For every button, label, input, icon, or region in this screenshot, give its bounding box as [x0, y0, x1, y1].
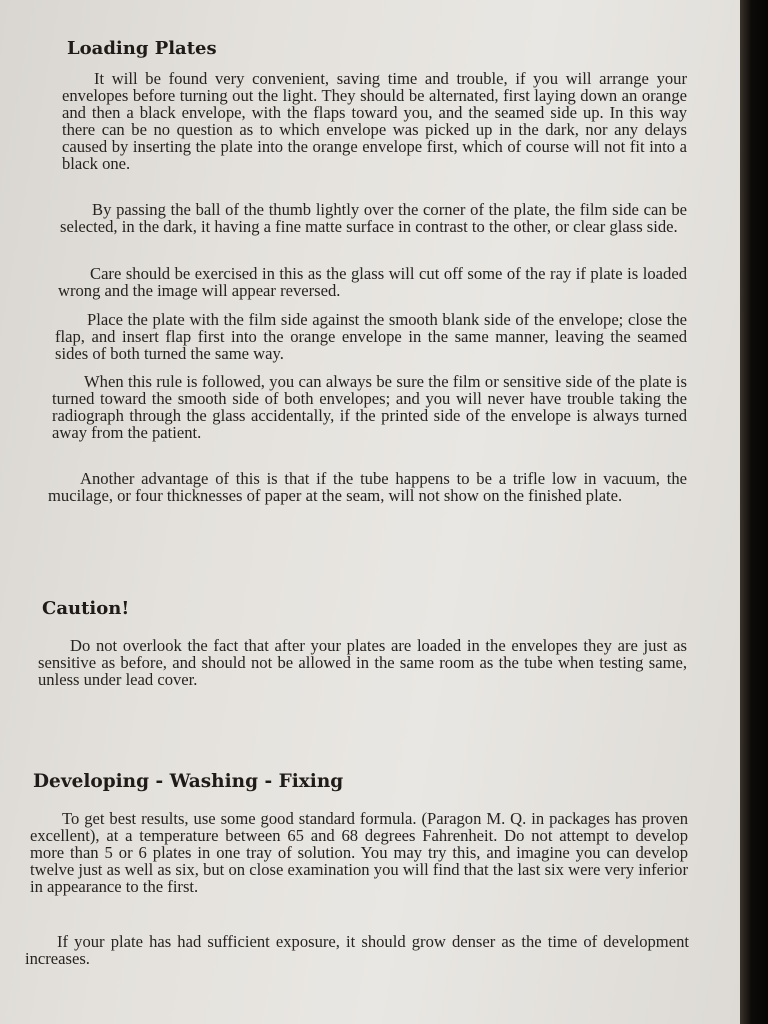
heading-developing-washing-fixing: Developing - Washing - Fixing: [33, 771, 344, 792]
heading-caution: Caution!: [42, 598, 130, 619]
book-binding-shadow: [740, 0, 768, 1024]
paragraph: Do not overlook the fact that after your plates are loaded in the envelopes they are just as sensitive as before, and should not be allowed in the same room as the tube when testing same, unless under lead cover.: [38, 636, 687, 689]
paragraph: By passing the ball of the thumb lightly over the corner of the plate, the film side can be selected, in the dark, it having a fine matte surface in contrast to the other, or clear glass side.: [60, 200, 687, 236]
heading-loading-plates: Loading Plates: [67, 38, 217, 59]
paragraph: Another advantage of this is that if the tube happens to be a trifle low in vacuum, the mucilage, or four thicknesses of paper at the seam, will not show on the finished plate.: [48, 469, 687, 505]
paragraph: Care should be exercised in this as the glass will cut off some of the ray if plate is loaded wrong and the image will appear reversed.: [58, 264, 687, 300]
paragraph: Place the plate with the film side against the smooth blank side of the envelope; close the flap, and insert flap first into the orange envelope in the same manner, leaving the seamed sides of both turned the same way.: [55, 310, 687, 363]
paragraph: If your plate has had sufficient exposure, it should grow denser as the time of development increases.: [25, 932, 689, 968]
paragraph: When this rule is followed, you can always be sure the film or sensitive side of the plate is turned toward the smooth side of both envelopes; and you will never have trouble taking the radiograph through the glass accidentally, if the printed side of the envelope is always turned away from the patient.: [52, 372, 687, 442]
paragraph: It will be found very convenient, saving time and trouble, if you will arrange your envelopes before turning out the light. They should be alternated, first laying down an orange and then a black envelope, with the flaps toward you, and the seamed side up. In this way there can be no question as to which envelope was picked up in the dark, nor any delays caused by inserting the plate into the orange envelope first, which of course will not fit into a black one.: [62, 69, 687, 173]
paragraph: To get best results, use some good standard formula. (Paragon M. Q. in packages has proven excellent), at a temperature between 65 and 68 degrees Fahrenheit. Do not attempt to develop more than 5 or 6 plates in one tray of solution. You may try this, and imagine you can develop twelve just as well as six, but on close examination you will find that the last six were very inferior in appearance to the first.: [30, 809, 688, 896]
